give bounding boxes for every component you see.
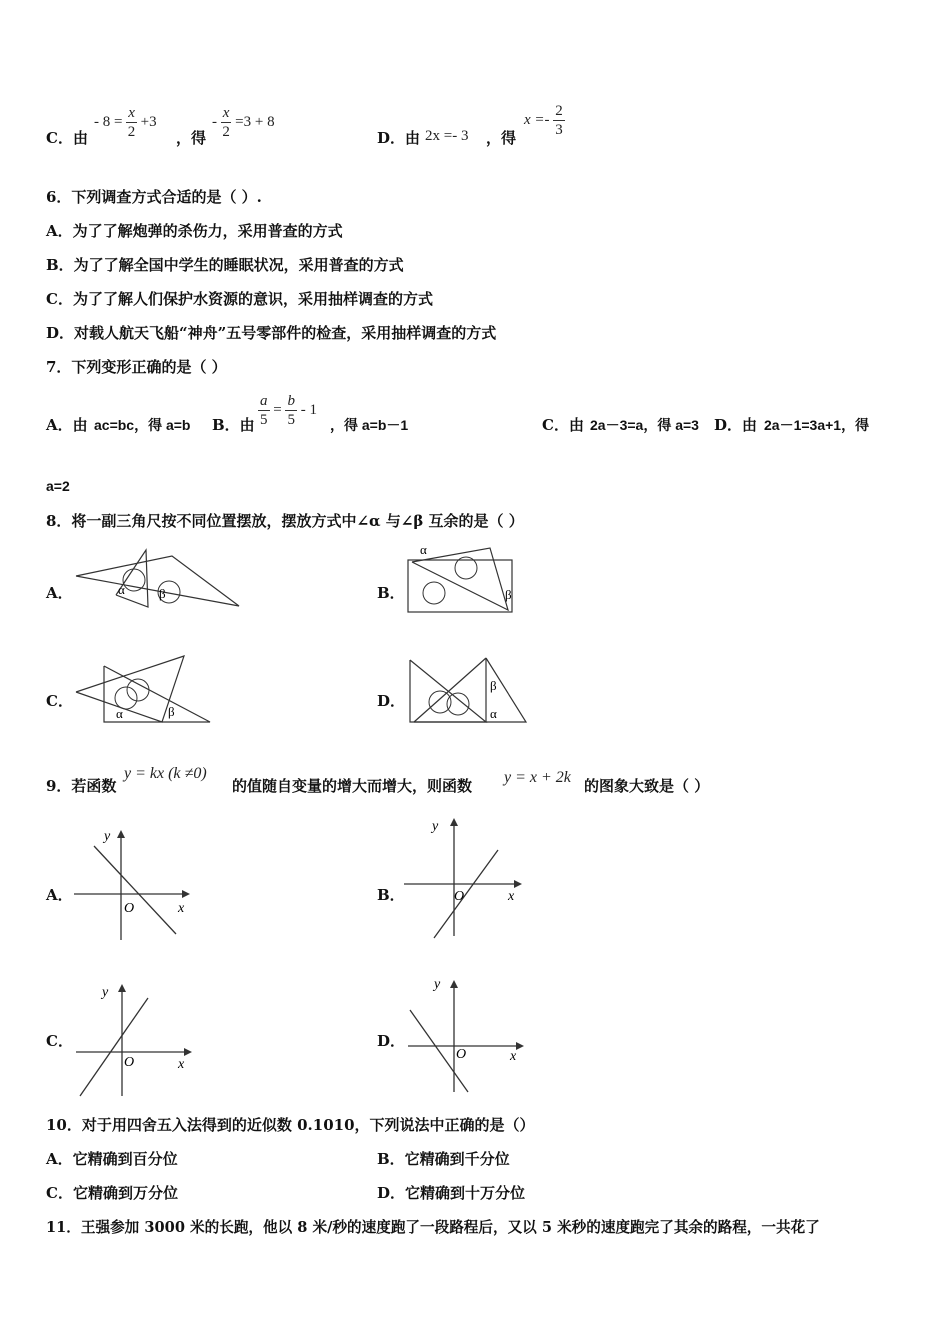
q9-graph-c [72,978,198,1100]
q5-option-d-equation-1: 2x =- 3 [425,128,469,144]
q7-option-b-tail: ，得 a=b－1 [330,417,409,433]
q7-option-a-text: ac=bc，得 a=b [94,417,191,433]
q9-function-1: y = kx (k ≠0) [124,765,207,782]
q6-option-a: A．为了了解炮弹的杀伤力，采用普查的方式 [46,222,343,240]
q7-option-c-text: 2a－3=a，得 a=3 [590,417,699,433]
q9-stem-mid: 的值随自变量的增大而增大，则函数 [232,777,473,795]
q9a-line [94,846,176,934]
q9b-y-arrow [450,818,458,826]
q5-d-eq2-fraction [553,102,565,139]
q5-option-d-equation-2 [524,102,565,139]
q6-option-c: C．为了了解人们保护水资源的意识，采用抽样调查的方式 [46,290,433,308]
q8d-alpha: α [490,706,497,721]
q5-c-eq2-fraction [221,104,232,141]
q8a-big-triangle [76,556,239,606]
q9a-x-label: x [178,901,185,916]
q5-option-c-mid: ，得 [176,129,207,147]
q9b-line [434,850,498,938]
q9-option-c-label: C． [46,1032,73,1050]
q9c-x-arrow [184,1048,192,1056]
q5-d-eq2-lhs: x =- [524,111,550,128]
q8-stem: 8．将一副三角尺按不同位置摆放，摆放方式中∠α 与∠β 互余的是（ ） [46,512,524,530]
q8-figure-d [410,654,530,726]
q10-option-a: A．它精确到百分位 [46,1150,178,1168]
q9a-origin-label: O [124,901,135,916]
q9b-x-label: x [508,889,515,904]
q9b-y-label: y [432,819,439,834]
q5-c-eq1-rhs: +3 [140,113,157,130]
q9d-x-label: x [510,1049,517,1064]
q5-d-eq2-denominator: 3 [555,122,563,138]
q8d-diagonal [414,658,486,722]
q8-option-c-label: C． [46,692,73,710]
q9-stem-pre: 9．若函数 [46,777,117,795]
q9-graph-a [70,826,196,944]
q9-option-d-label: D． [377,1032,406,1050]
q7-option-d-label: D．由 [714,416,758,434]
q9b-x-arrow [514,880,522,888]
q5-c-eq2-lhs: - [212,113,217,130]
q7-b-numerator-2: b [287,393,295,409]
q9c-origin-label: O [124,1055,135,1070]
q5-c-eq1-lhs: - 8 = [94,113,123,130]
q10-option-d: D．它精确到十万分位 [377,1184,526,1202]
q8c-alpha: α [116,706,123,721]
q7-b-equals: = [273,401,282,418]
q7-b-rhs: - 1 [300,401,317,418]
q5-option-d-label: D．由 [377,129,421,147]
q7-stem: 7．下列变形正确的是（ ） [46,358,227,376]
q7-option-d-text: 2a－1=3a+1，得 [764,417,870,433]
q10-option-c: C．它精确到万分位 [46,1184,178,1202]
q9d-x-arrow [516,1042,524,1050]
q8a-beta: β [159,586,166,601]
q8c-circle-2 [127,679,149,701]
q5-option-c-equation-2 [212,104,275,141]
q7-b-numerator-1: a [260,393,268,409]
q9b-origin-label: O [454,889,465,904]
q7-option-a-label: A．由 [46,416,88,434]
q8d-circle-2 [447,693,469,715]
q7-option-d-continued: a=2 [46,478,70,494]
q8d-beta: β [490,678,497,693]
q5-c-eq1-denominator: 2 [127,124,136,140]
q8d-circle-1 [429,691,451,713]
q5-c-eq2-denominator: 2 [222,124,230,140]
q9-function-2: y = x + 2k [504,769,571,786]
q9-graph-b [400,812,528,942]
q5-option-c-equation-1 [94,104,157,141]
q9a-y-label: y [104,829,111,844]
q7-option-b-equation [258,392,317,429]
q9a-x-arrow [182,890,190,898]
q9-stem-post: 的图象大致是（ ） [584,777,710,795]
q9-option-b-label: B． [377,886,405,904]
q8c-beta: β [168,704,175,719]
q9c-y-arrow [118,984,126,992]
q8-figure-a [76,550,246,612]
q10-option-b: B．它精确到千分位 [377,1150,510,1168]
q7-b-fraction-1 [258,392,270,429]
q6-stem: 6．下列调查方式合适的是（ ）. [46,188,262,206]
q9d-origin-label: O [456,1047,467,1062]
q9c-x-label: x [178,1057,185,1072]
q8b-alpha: α [420,542,427,557]
q7-b-denominator-2: 5 [287,412,295,428]
q8b-circle-2 [423,582,445,604]
q9d-y-label: y [434,977,441,992]
q9c-y-label: y [102,985,109,1000]
q8b-beta: β [505,587,512,602]
q5-option-c-label: C．由 [46,129,88,147]
q8-figure-c [76,654,216,726]
q9-graph-d [404,974,530,1096]
q9a-y-arrow [117,830,125,838]
q5-c-eq2-numerator: x [222,105,230,121]
q7-option-c-label: C．由 [542,416,584,434]
q6-option-b: B．为了了解全国中学生的睡眠状况，采用普查的方式 [46,256,404,274]
q8a-small-triangle [116,550,148,607]
q10-stem: 10．对于用四舍五入法得到的近似数 0.1010，下列说法中正确的是（） [46,1116,535,1134]
q9-option-a-label: A． [46,886,73,904]
q8-option-a-label: A． [46,584,73,602]
q7-b-denominator-1: 5 [260,412,268,428]
q11-stem: 11．王强参加 3000 米的长跑，他以 8 米/秒的速度跑了一段路程后，又以 5 米秒的速度跑完了其余的路程，一共花了 [46,1219,820,1236]
q5-d-eq2-numerator: 2 [555,103,563,119]
q8a-alpha: α [118,582,125,597]
q5-c-eq1-fraction [126,104,137,141]
q9d-y-arrow [450,980,458,988]
q8-option-d-label: D． [377,692,406,710]
q6-option-d: D．对载人航天飞船“神舟”五号零部件的检查，采用抽样调查的方式 [46,324,497,342]
q5-c-eq1-numerator: x [128,105,135,121]
q7-option-b-label: B．由 [212,416,255,434]
q7-b-fraction-2 [285,392,297,429]
q9c-line [80,998,148,1096]
q5-option-d-mid: ，得 [486,129,517,147]
q8-option-b-label: B． [377,584,405,602]
q5-c-eq2-rhs: =3 + 8 [235,113,275,130]
q8-figure-b [408,542,518,614]
